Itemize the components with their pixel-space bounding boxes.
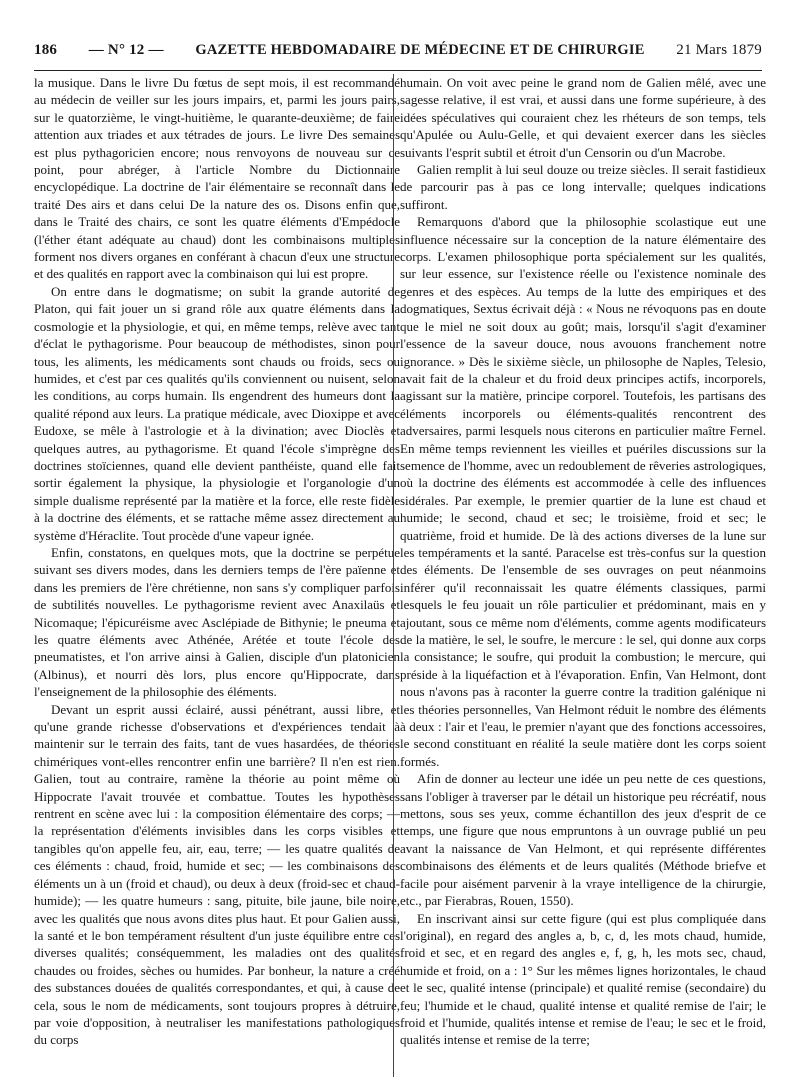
header-rule: [34, 70, 762, 71]
paragraph: On entre dans le dogmatisme; on subit la grande autorité de Platon, qui fait jouer un si grand rôle aux quatre éléments dans la cosmologie et la physiologie, et qui, en même temps, relève avec tant d'éclat le pythagorisme. Pour beaucoup de méthodistes, sinon pour tous, les aliments, les médicaments sont chauds ou froids, secs ou humides, et c'est par ces qualités qu'ils conviennent ou nuisent, selon les conditions, au corps humain. Ils engendrent des humeurs dont la qualité répond aux leurs. La pratique médicale, avec Dioxippe et avec Eudoxe, se mêle à l'astrologie et à la divination; avec Dioclès et quelques autres, au pythagorisme. Et quand l'école s'imprègne des doctrines stoïciennes, quand elle devient panthéiste, quand elle fait sortir également la physique, la physiologie et l'organologie d'un simple dualisme représenté par la matière et la force, elle reste fidèle à la doctrine des éléments, et se rattache même assez directement au système d'Héraclite. Tout procède d'une vapeur ignée.: [34, 283, 400, 543]
paragraph: En inscrivant ainsi sur cette figure (qui est plus compliquée dans l'original), en regard des angles a, b, c, d, les mots chaud, humide, froid et sec, et en regard des angles e, f, g, h, les mots sec, chaud, humide et froid, on a : 1° Sur les mêmes lignes horizontales, le chaud et le sec, qualité intense (principale) et qualité remise (secondaire) du feu; l'humide et le chaud, qualité intense et qualité remise de l'air; le froid et l'humide, qualités intense et remise de l'eau; le sec et le froid, qualités intense et remise de la terre;: [400, 910, 766, 1048]
paragraph: Devant un esprit aussi éclairé, aussi pénétrant, aussi libre, et qu'une grande richesse d'observations et d'expériences tendait à maintenir sur le terrain des faits, tant de vues hasardées, de théories chimériques vont-elles rencontrer enfin une barrière? Il n'en est rien. Galien, tout au contraire, ramène la théorie au point même où Hippocrate l'avait trouvée et combattue. Toutes les hypothèses rentrent en scène avec lui : la composition élémentaire des corps; — la représentation d'éléments invisibles dans les corps visibles et tangibles qu'on appelle feu, air, eau, terre; — les quatre qualités de ces éléments : chaud, froid, humide et sec; — les combinaisons des éléments un à un (froid et chaud), ou deux à deux (froid-sec et chaud-humide); — les quatre humeurs : sang, pituite, bile jaune, bile noire, avec les qualités que nous avons dites plus haut. Et pour Galien aussi, la santé et le bon tempérament résultent d'un juste équilibre entre ces diverses qualités; conséquemment, les maladies ont des qualités chaudes ou froides, sèches ou humides. Par bonheur, la nature a créé des substances douées de qualités correspondantes, et qui, à cause de cela, sous le nom de médicaments, sont toujours propres à détruire, par voie d'opposition, à neutraliser les manifestations pathologiques du corps: [34, 701, 400, 1048]
paragraph: Afin de donner au lecteur une idée un peu nette de ces questions, sans l'obliger à traverser par le détail un historique peu récréatif, nous mettons, sous ses yeux, comme échantillon des jeux d'esprit de ce temps, une figure que nous empruntons à un ouvrage publié un peu avant la naissance de Van Helmont, et qui représente différentes combinaisons des éléments et de leurs qualités (Méthode briefve et facile pour aisément parvenir à la vraye intelligence de la chirurgie, etc., par Fierabras, Rouen, 1550).: [400, 771, 766, 909]
paragraph: humain. On voit avec peine le grand nom de Galien mêlé, avec une sagesse relative, il est vrai, et aussi dans une forme supérieure, à des idées spéculatives qui couraient chez les rhéteurs de son temps, tels qu'Apulée ou Aulu-Gelle, et qui devaient exercer dans les siècles suivants l'esprit subtil et étroit d'un Censorin ou d'un Macrobe.: [400, 75, 766, 160]
paragraph: Remarquons d'abord que la philosophie scolastique eut une influence nécessaire sur la conception de la nature élémentaire des corps. L'examen philosophique porta spécialement sur les qualités, sur leur essence, sur l'existence réelle ou l'existence nominale des genres et des espèces. Au temps de la lutte des empiriques et des dogmatiques, Sextus écrivait déjà : « Nous ne révoquons pas en doute que le miel ne soit doux au goût; mais, lorsqu'il s'agit d'examiner l'essence de la saveur douce, nous avouons franchement notre ignorance. » Dès le sixième siècle, un philosophe de Naples, Telesio, avait fait de la chaleur et du froid deux principes actifs, incorporels, agissant sur la matière, principe corporel. Toutefois, les partisans des éléments incorporels ou éléments-qualités rencontrent des adversaires, parmi lesquels nous citerons en particulier maître Fernel. En même temps reviennent les vieilles et puériles discussions sur la semence de l'homme, avec un redoublement de rêveries astrologiques, où la doctrine des éléments est accommodée à celle des influences sidérales. Par exemple, le premier quartier de la lune est chaud et humide; le second, chaud et sec; le troisième, froid et sec; le quatrième, froid et humide. De là des actions diverses de la lune sur les tempéraments et la santé. Paracelse est très-confus sur la question des éléments. De l'ensemble de ses ouvrages on peut néanmoins inférer qu'il reconnaissait les quatre éléments classiques, parmi lesquels le feu jouait un rôle particulier et prédominant, mais en y ajoutant, sous ce même nom d'éléments, comme agents modificateurs de la matière, le sel, le soufre, le mercure : le sel, qui donne aux corps la consistance; le soufre, qui produit la combustion; le mercure, qui préside à la liquéfaction et à l'évaporation. Enfin, Van Helmont, dont nous n'avons pas à raconter la guerre contre la tradition galénique ni les théories personnelles, Van Helmont réduit le nombre des éléments à deux : l'air et l'eau, le premier n'ayant que des fonctions accessoires, le second constituant en réalité la seule matière dont les corps soient formés.: [400, 214, 766, 769]
issue-date: 21 Mars 1879: [676, 42, 762, 58]
paragraph: Galien remplit à lui seul douze ou treize siècles. Il serait fastidieux de parcourir pas à pas ce long intervalle; quelques indications suffiront.: [400, 162, 766, 212]
issue-number: — N° 12 —: [88, 42, 164, 58]
journal-title: GAZETTE HEBDOMADAIRE DE MÉDECINE ET DE CHIRURGIE: [195, 42, 645, 58]
page-number: 186: [34, 42, 58, 58]
left-column: [34, 74, 400, 1049]
column-divider: [393, 74, 394, 1077]
right-column: [400, 74, 766, 1049]
paragraph: la musique. Dans le livre Du fœtus de sept mois, il est recommandé au médecin de veiller sur les jours impairs, et, parmi les jours pairs, sur le quatorzième, le vingt-huitième, le quarante-deuxième; de faire attention aux triades et aux tétrades de jours. Le livre Des semaines est plus pythagoricien encore; nous renvoyons de nouveau sur ce point, pour abréger, à l'article Nombre du Dictionnaire encyclopédique. La doctrine de l'air élémentaire se reconnaît dans le traité Des airs et dans celui De la nature des os. Disons enfin que, dans le Traité des chairs, ce sont les quatre éléments d'Empédocle (l'éther étant adéquate au chaud) dont les combinaisons multiples forment nos divers organes en conférant à chacun d'eux une structure et des qualités en rapport avec la combinaison qui lui est propre.: [34, 75, 400, 282]
page-header: [34, 42, 762, 64]
paragraph: Enfin, constatons, en quelques mots, que la doctrine se perpétue suivant ses divers modes, dans les derniers temps de l'ère païenne et dans les premiers de l'ère chrétienne, non sans s'y compliquer parfois de subtilités nouvelles. Le pythagorisme revient avec Anaxilaüs et Nicomaque; l'épicuréisme avec Asclépiade de Bithynie; le pneuma et les quatre éléments avec Athénée, Arétée et toute l'école des pneumatistes, et l'on arrive ainsi à Galien, disciple d'un platonicien (Albinus), et nourri dès lors, plus encore qu'Hippocrate, dans l'enseignement de la philosophie des éléments.: [34, 544, 400, 700]
